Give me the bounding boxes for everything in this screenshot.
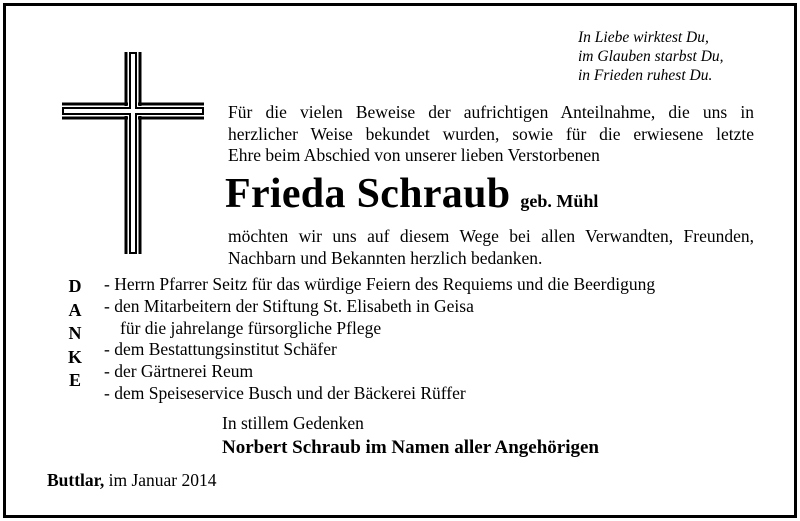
thanks-text — [228, 226, 754, 269]
list-item: - dem Speiseservice Busch und der Bäckerei Rüffer — [104, 382, 466, 403]
list-item: - dem Bestattungsinstitut Schäfer — [104, 339, 337, 360]
intro-line: herzlicher Weise bekundet wurden, sowie für die erwiesene letzte — [228, 123, 754, 144]
deceased-heading — [225, 170, 598, 218]
list-item: - den Mitarbeitern der Stiftung St. Elisabeth in Geisa — [104, 295, 474, 316]
list-item-continuation: für die jahrelange fürsorgliche Pflege — [120, 317, 382, 338]
intro-line: Ehre beim Abschied von unserer lieben Verstorbenen — [228, 145, 600, 165]
thanks-line: Nachbarn und Bekannten herzlich bedanken. — [228, 247, 543, 268]
motto-line: In Liebe wirktest Du, — [578, 29, 709, 46]
place: Buttlar, — [47, 470, 105, 490]
danke-vertical — [63, 275, 87, 393]
danke-letter: N — [68, 323, 82, 343]
intro-text — [228, 102, 754, 167]
danke-letter: K — [67, 346, 82, 367]
closing-signature: Norbert Schraub im Namen aller Angehörigen — [222, 437, 599, 458]
date: im Januar 2014 — [108, 470, 217, 490]
motto-verse — [578, 28, 724, 85]
danke-letter: A — [68, 299, 82, 320]
closing-memory: In stillem Gedenken — [222, 413, 364, 433]
danke-letter: D — [68, 276, 82, 296]
place-date — [47, 470, 217, 491]
deceased-name: Frieda Schraub — [225, 171, 511, 217]
cross-icon — [62, 52, 204, 254]
deceased-birth-name: geb. Mühl — [520, 191, 599, 211]
motto-line: im Glauben starbst Du, — [578, 48, 724, 65]
list-item: - Herrn Pfarrer Seitz für das würdige Feiern des Requiems und die Beerdigung — [104, 274, 656, 294]
thanks-list — [104, 274, 655, 405]
motto-line: in Frieden ruhest Du. — [578, 67, 713, 84]
list-item: - der Gärtnerei Reum — [104, 361, 254, 382]
thanks-line: möchten wir uns auf diesem Wege bei allen Verwandten, Freunden, — [228, 226, 754, 246]
danke-letter: E — [68, 370, 81, 390]
intro-line: Für die vielen Beweise der aufrichtigen Anteilnahme, die uns in — [228, 102, 754, 122]
